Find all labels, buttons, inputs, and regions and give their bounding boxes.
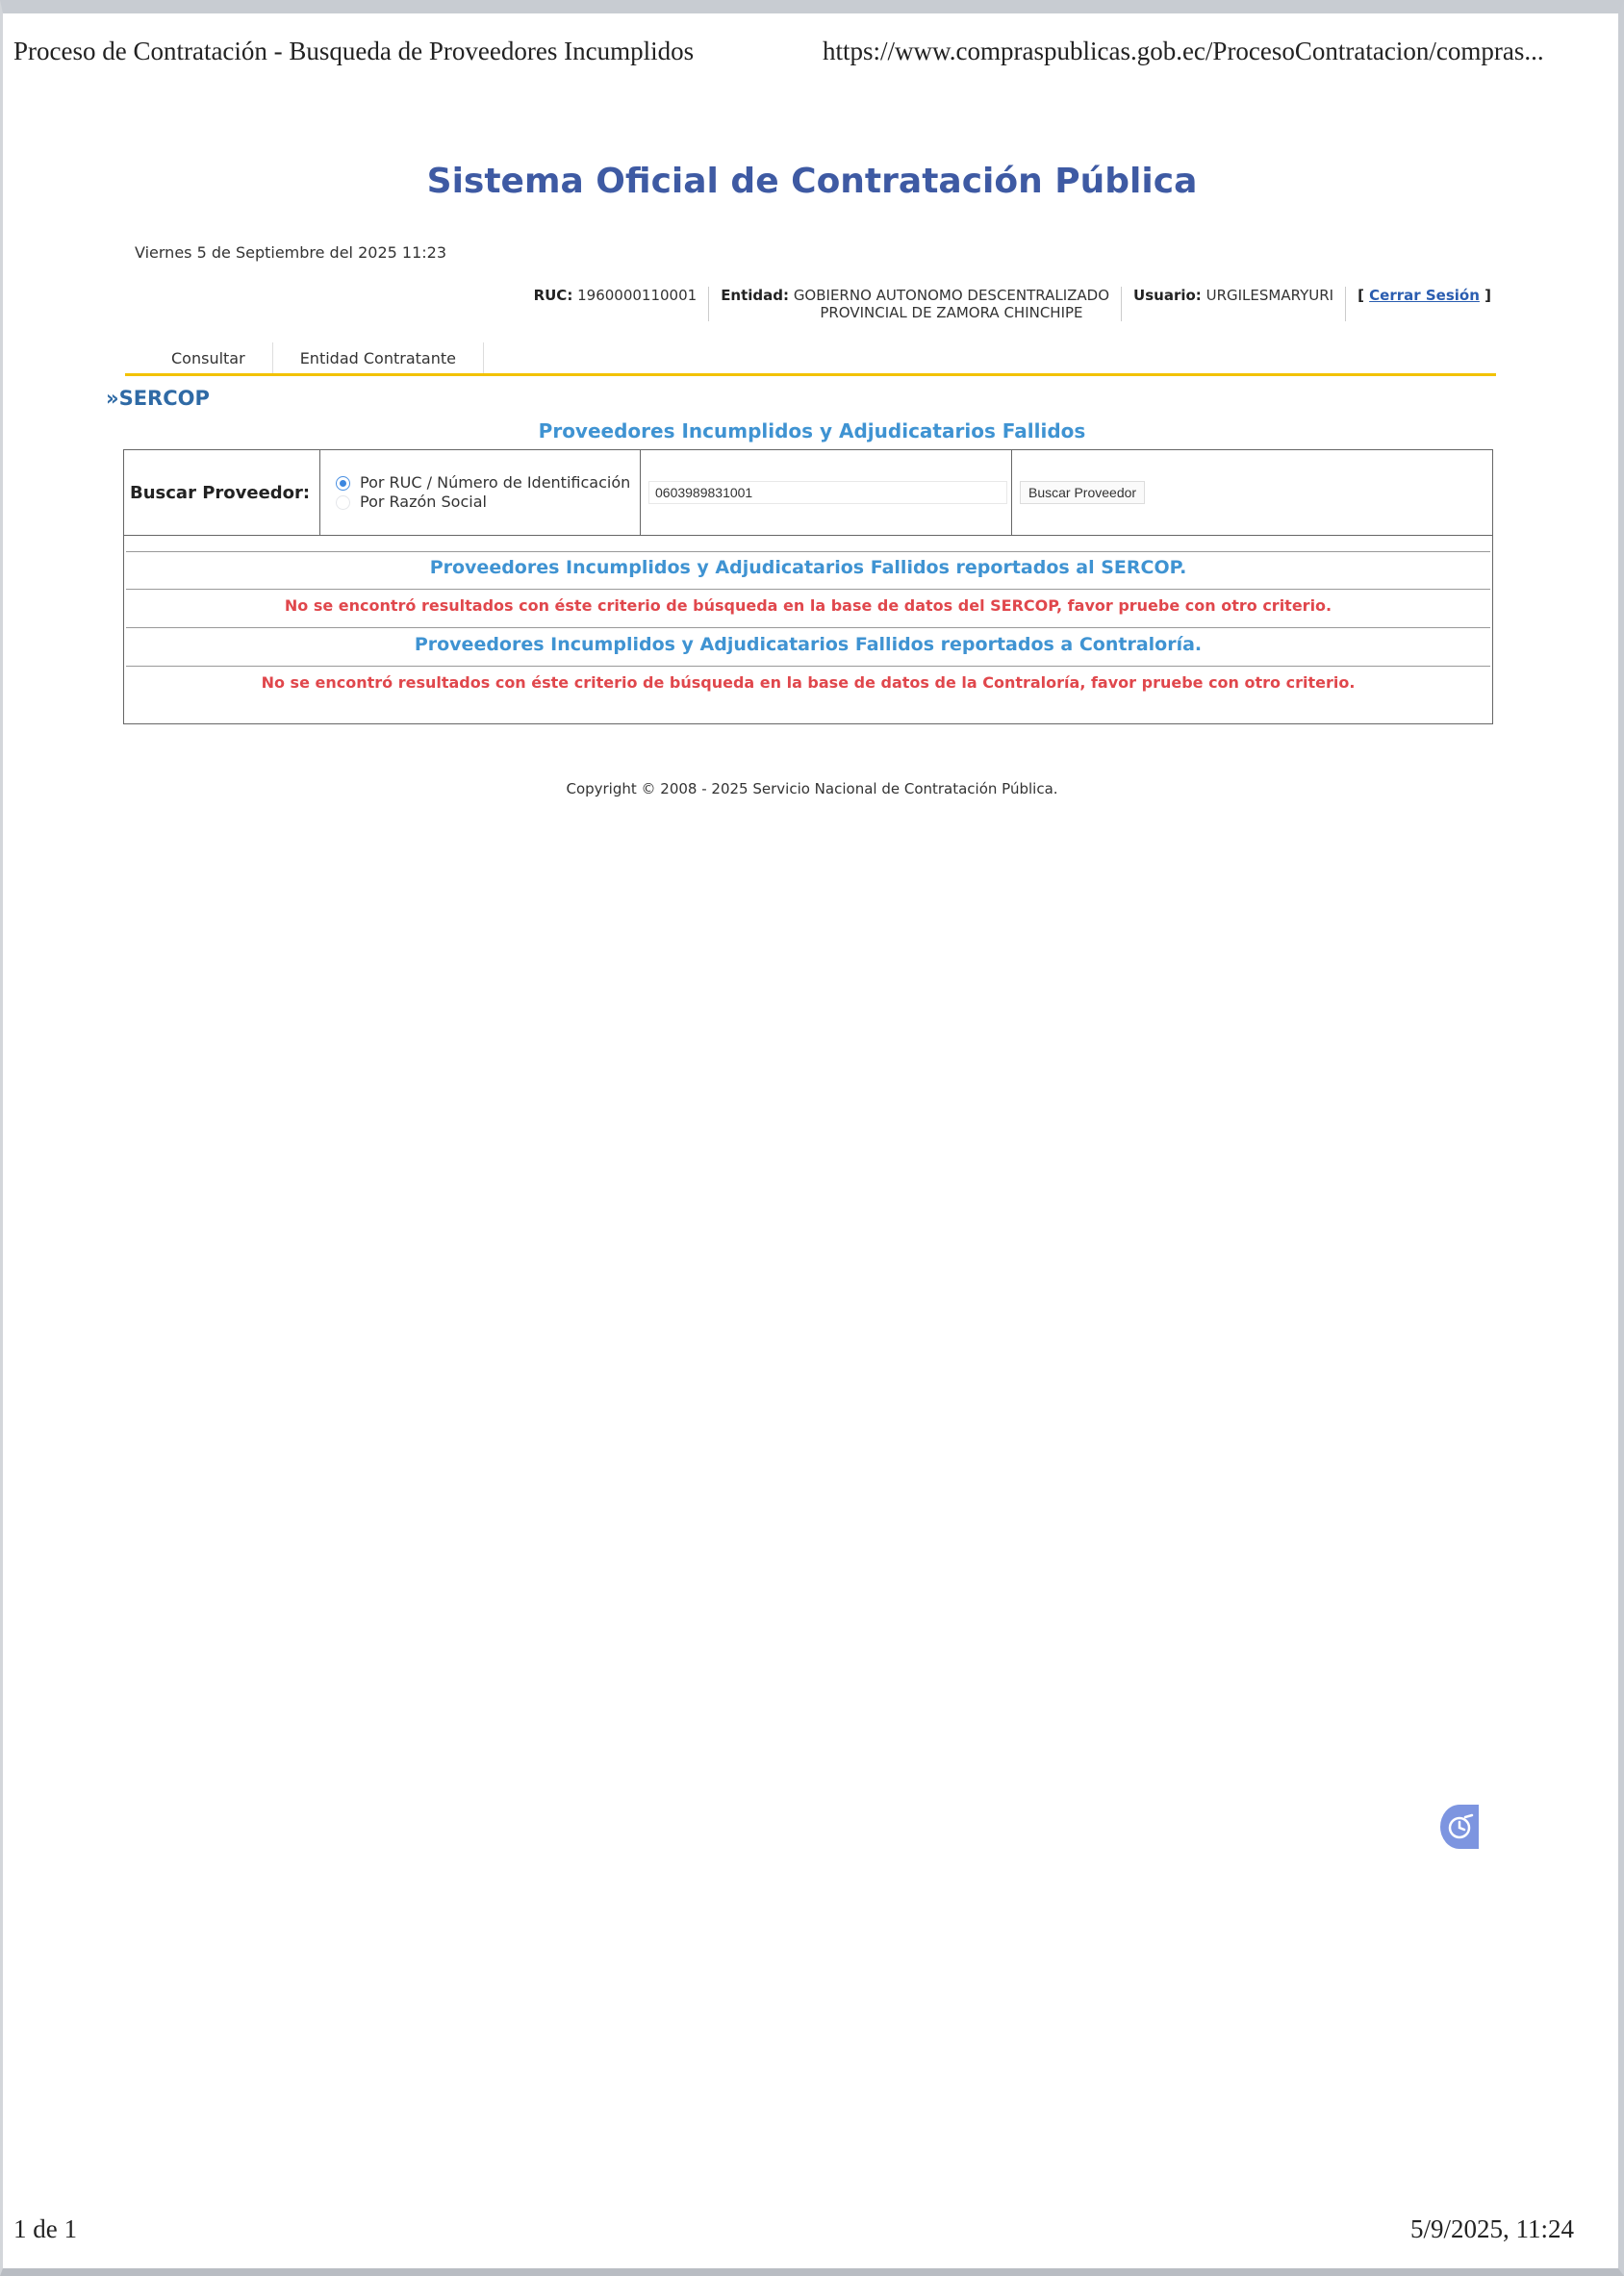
menu-item-entidad-contratante[interactable]: Entidad Contratante	[273, 342, 484, 373]
entity-value	[794, 287, 1109, 321]
logout-link[interactable]: Cerrar Sesión	[1369, 287, 1480, 304]
search-input[interactable]	[648, 481, 1007, 504]
option-ruc[interactable]	[324, 473, 640, 493]
divider	[126, 666, 1490, 667]
entity-value-line2: PROVINCIAL DE ZAMORA CHINCHIPE	[820, 304, 1083, 321]
search-button[interactable]: Buscar Proveedor	[1020, 481, 1145, 504]
option-razon-social[interactable]	[324, 493, 640, 512]
sercop-results-heading: Proveedores Incumplidos y Adjudicatarios Fallidos reportados al SERCOP.	[429, 557, 1187, 578]
main-menu	[125, 342, 1496, 376]
user-value: URGILESMARYURI	[1205, 287, 1334, 304]
entity-value-line1: GOBIERNO AUTONOMO DESCENTRALIZADO	[793, 287, 1110, 304]
divider	[126, 551, 1490, 552]
search-options	[320, 450, 641, 536]
entity-label: Entidad:	[721, 287, 790, 304]
print-footer-page: 1 de 1	[13, 2214, 77, 2243]
menu-item-consultar[interactable]: Consultar	[125, 342, 273, 373]
option-ruc-label: Por RUC / Número de Identificación	[360, 473, 631, 492]
logout-wrap	[1346, 287, 1491, 321]
contraloria-no-results-message: No se encontró resultados con éste criterio de búsqueda en la base de datos de la Contraloría, favor pruebe con otro criterio.	[261, 673, 1356, 692]
ruc-label: RUC:	[533, 287, 573, 304]
ruc-info	[522, 287, 710, 321]
contraloria-results-heading: Proveedores Incumplidos y Adjudicatarios Fallidos reportados a Contraloría.	[414, 634, 1203, 655]
clock-icon	[1446, 1813, 1475, 1840]
session-bar	[443, 287, 1491, 321]
site-title: Sistema Oficial de Contratación Pública	[426, 162, 1198, 201]
radio-checked-icon[interactable]	[336, 476, 350, 491]
copyright: Copyright © 2008 - 2025 Servicio Nacional de Contratación Pública.	[566, 780, 1058, 797]
divider	[126, 627, 1490, 628]
sercop-no-results-message: No se encontró resultados con éste criterio de búsqueda en la base de datos del SERCOP, favor pruebe con otro criterio.	[284, 596, 1332, 615]
clock-help-icon[interactable]	[1440, 1805, 1479, 1849]
section-heading: Proveedores Incumplidos y Adjudicatarios Fallidos	[538, 419, 1086, 443]
print-header-title: Proceso de Contratación - Busqueda de Proveedores Incumplidos	[13, 37, 695, 65]
search-label: Buscar Proveedor:	[124, 450, 320, 536]
logout-bracket-open: [	[1358, 287, 1364, 304]
print-footer-datetime: 5/9/2025, 11:24	[1409, 2214, 1574, 2243]
search-input-cell	[641, 450, 1012, 536]
ruc-value: 1960000110001	[577, 287, 698, 304]
search-button-cell	[1012, 450, 1493, 536]
print-header-url: https://www.compraspublicas.gob.ec/ProcesoContratacion/compras...	[823, 37, 1544, 65]
current-date: Viernes 5 de Septiembre del 2025 11:23	[135, 243, 446, 262]
logout-bracket-close: ]	[1484, 287, 1491, 304]
search-form	[123, 449, 1493, 536]
option-razon-label: Por Razón Social	[360, 493, 487, 511]
divider	[126, 589, 1490, 590]
section-crumb: »SERCOP	[106, 387, 210, 410]
results-panel	[123, 536, 1493, 724]
user-label: Usuario:	[1133, 287, 1202, 304]
radio-unchecked-icon[interactable]	[336, 495, 350, 510]
user-info	[1122, 287, 1346, 321]
entity-info	[709, 287, 1122, 321]
